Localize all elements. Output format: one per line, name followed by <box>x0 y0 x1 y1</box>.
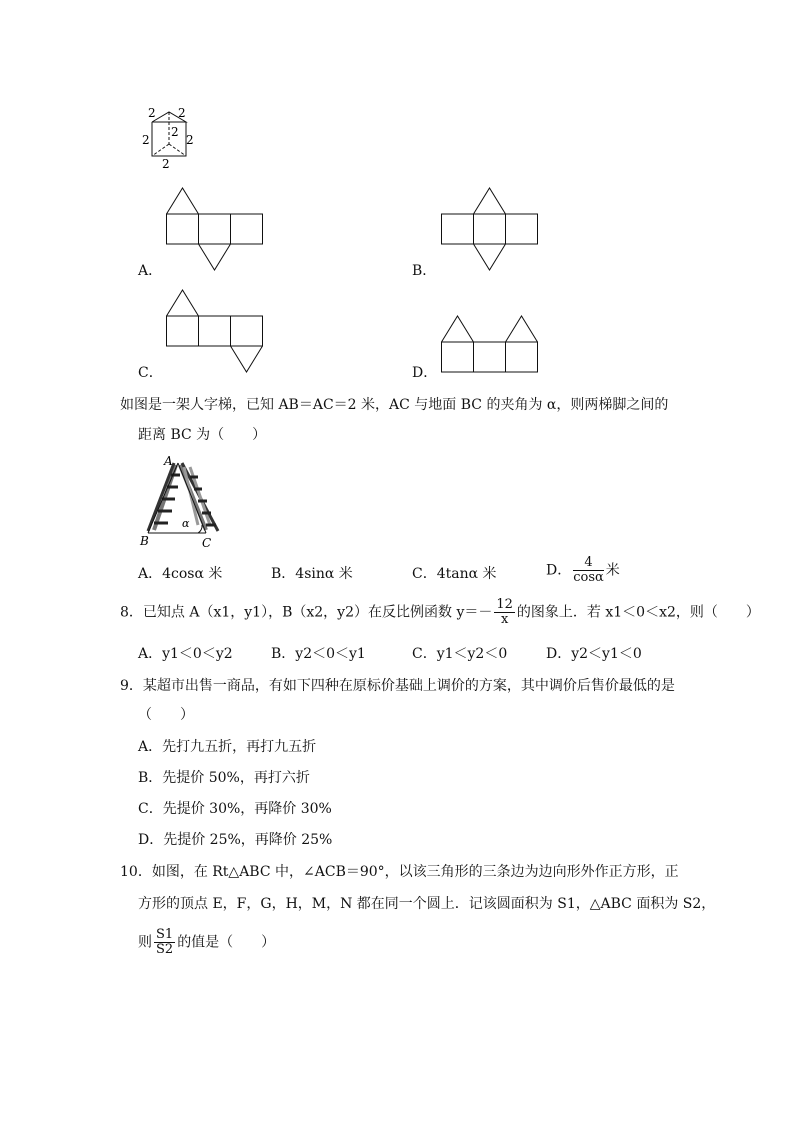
fraction-denominator: x <box>500 612 509 627</box>
q8-line1-end: 的图象上．若 x1＜0＜x2，则（ ） <box>516 604 760 621</box>
prism-label: 2 <box>178 106 186 120</box>
q7-option-d <box>546 556 620 585</box>
q8-option-d: D．y2＜y1＜0 <box>546 646 642 662</box>
q10-line1: 10．如图，在 Rt△ABC 中，∠ACB＝90°，以该三角形的三条边为边向形外作正方形，正 <box>120 864 679 880</box>
prism-hidden-edge <box>152 144 169 156</box>
q7-option-d-fraction <box>573 556 604 585</box>
q8-option-b: B．y2＜0＜y1 <box>271 646 366 662</box>
option-b-label: B． <box>412 263 437 279</box>
q9-option-d: D．先提价 25%，再降价 25% <box>138 832 333 848</box>
ladder-label-b: B <box>140 534 149 548</box>
prism-label: 2 <box>148 106 156 120</box>
option-d-label: D． <box>412 365 438 381</box>
q7-option-b: B．4sinα 米 <box>271 566 353 582</box>
fraction-numerator: S1 <box>156 927 174 942</box>
ladder-label-alpha: α <box>182 517 190 530</box>
net-c <box>166 288 266 374</box>
net-b <box>441 186 541 272</box>
q7-option-d-suffix: 米 <box>605 562 620 579</box>
prism-label: 2 <box>171 125 179 139</box>
q8-line1-start: 8．已知点 A（x1，y1），B（x2，y2）在反比例函数 y＝－ <box>120 604 493 621</box>
fraction-denominator: S2 <box>156 942 174 957</box>
prism-label: 2 <box>186 133 194 147</box>
ladder-label-c: C <box>202 536 212 550</box>
prism-hidden-edge <box>169 144 186 156</box>
prism-label: 2 <box>162 157 170 171</box>
option-c-label: C． <box>138 365 163 381</box>
q8-option-a: A．y1＜0＜y2 <box>138 646 233 662</box>
q8-fraction <box>494 598 515 627</box>
ladder-figure <box>140 455 230 551</box>
fraction-numerator: 12 <box>496 597 513 612</box>
q10-line3-prefix: 则 <box>138 934 152 951</box>
q7-option-a: A．4cosα 米 <box>138 566 223 582</box>
q10-line3 <box>138 928 275 957</box>
prism-figure <box>140 102 200 172</box>
q7-line1: 如图是一架人字梯，已知 AB＝AC＝2 米，AC 与地面 BC 的夹角为 α，则两梯脚之间的 <box>120 397 669 413</box>
q7-line2: 距离 BC 为（ ） <box>138 427 267 443</box>
fraction-numerator: 4 <box>573 556 604 571</box>
option-a-label: A． <box>138 263 163 279</box>
q7-option-c: C．4tanα 米 <box>412 566 497 582</box>
net-a <box>166 186 266 272</box>
q10-line3-suffix: 的值是（ ） <box>177 934 276 951</box>
q9-option-c: C．先提价 30%，再降价 30% <box>138 801 332 817</box>
q8-line1 <box>120 598 760 627</box>
q7-option-d-prefix: D． <box>546 562 572 579</box>
q10-line2: 方形的顶点 E，F，G，H，M，N 都在同一个圆上．记该圆面积为 S1，△ABC 面积为 S2， <box>138 896 716 912</box>
q10-fraction <box>154 928 175 957</box>
q9-option-a: A．先打九五折，再打九五折 <box>138 739 317 755</box>
q9-option-b: B．先提价 50%，再打六折 <box>138 770 310 786</box>
q9-line2: （ ） <box>138 707 194 723</box>
q9-line1: 9．某超市出售一商品，有如下四种在原标价基础上调价的方案，其中调价后售价最低的是 <box>120 678 675 694</box>
q8-option-c: C．y1＜y2＜0 <box>412 646 508 662</box>
fraction-denominator: cosα <box>573 570 604 585</box>
net-d <box>441 314 541 376</box>
ladder-label-a: A <box>164 454 173 468</box>
prism-label: 2 <box>142 133 150 147</box>
